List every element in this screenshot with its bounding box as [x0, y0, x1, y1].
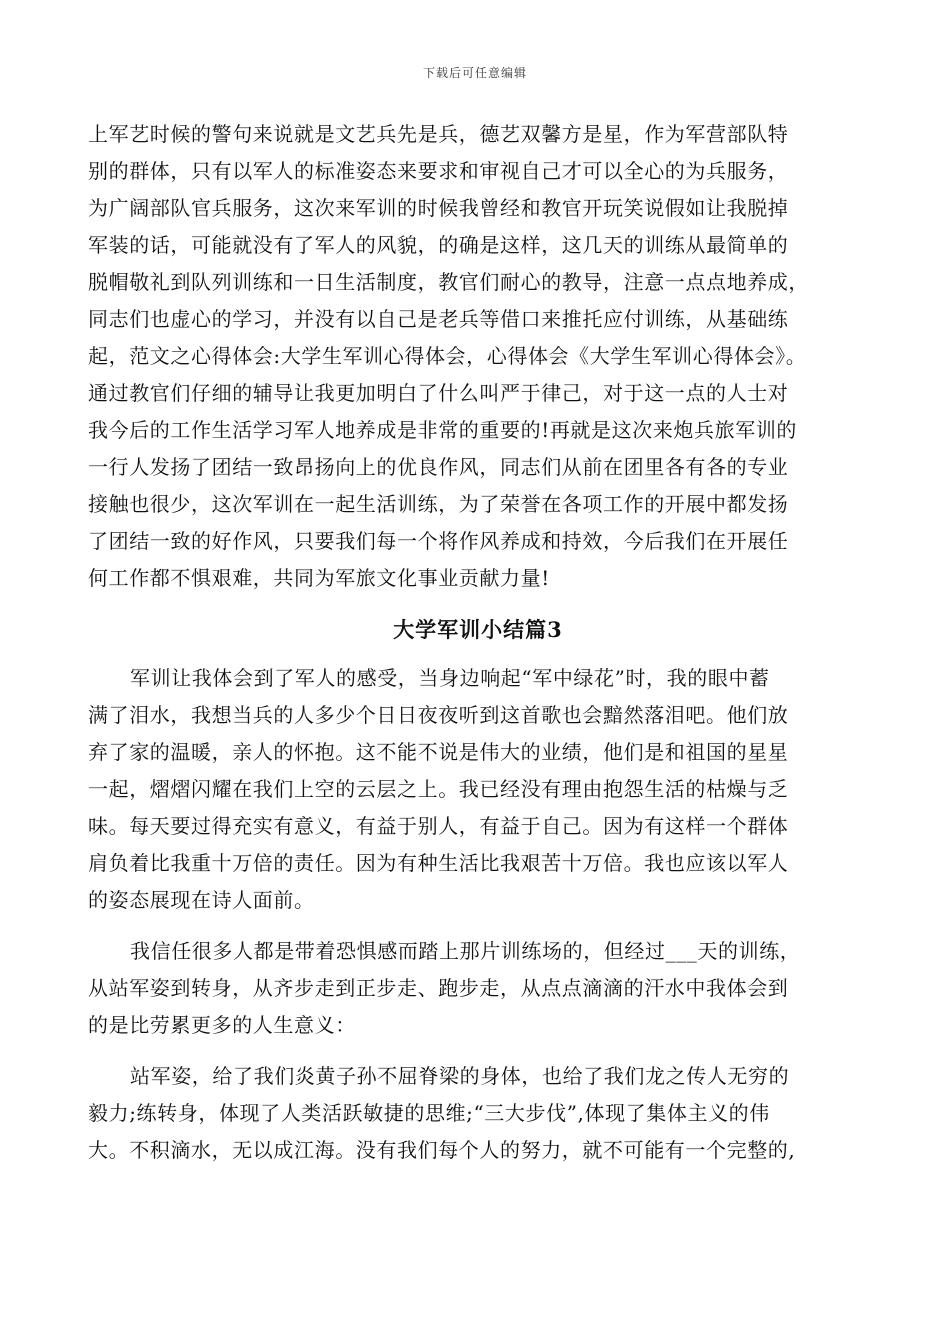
text-line: 大。不积滴水，无以成江海。没有我们每个人的努力，就不可能有一个完整的,: [88, 1138, 796, 1162]
text-line: 通过教官们仔细的辅导让我更加明白了什么叫严于律己，对于这一点的人士对: [88, 381, 789, 405]
text-line: 味。每天要过得充实有意义，有益于别人，有益于自己。因为有这样一个群体: [88, 814, 789, 838]
text-line: 满了泪水，我想当兵的人多少个日日夜夜听到这首歌也会黯然落泪吧。他们放: [88, 703, 789, 727]
document-body: [88, 116, 868, 1169]
text-line: 一起，熠熠闪耀在我们上空的云层之上。我已经没有理由抱怨生活的枯燥与乏: [88, 777, 789, 801]
text-line: 一行人发扬了团结一致昂扬向上的优良作风，同志们从前在团里各有各的专业: [88, 455, 789, 479]
page-header: 下载后可任意编辑: [422, 66, 527, 80]
text-line: 弃了家的温暖，亲人的怀抱。这不能不说是伟大的业绩，他们是和祖国的星星: [88, 740, 789, 764]
text-line: 站军姿，给了我们炎黄子孙不屈脊梁的身体，也给了我们龙之传人无穷的: [130, 1064, 790, 1088]
text-line: 了团结一致的好作风，只要我们每一个将作风养成和持效，今后我们在开展任: [88, 529, 789, 553]
text-line: 毅力;练转身，体现了人类活跃敏捷的思维;“三大步伐”,体现了集体主义的伟: [88, 1101, 770, 1125]
text-line: 何工作都不惧艰难，共同为军旅文化事业贡献力量!: [88, 566, 550, 590]
text-line: 为广阔部队官兵服务，这次来军训的时候我曾经和教官开玩笑说假如让我脱掉: [88, 196, 789, 220]
text-line: 别的群体，只有以军人的标准姿态来要求和审视自己才可以全心的为兵服务，: [88, 159, 789, 183]
text-line: 的是比劳累更多的人生意义：: [88, 1013, 356, 1037]
paragraph-3: [88, 933, 868, 1044]
text-line: 同志们也虚心的学习，并没有以自己是老兵等借口来推托应付训练，从基础练: [88, 307, 789, 331]
paragraph-4: [88, 1058, 868, 1169]
text-line: 起，范文之心得体会:大学生军训心得体会，心得体会《大学生军训心得体会》。: [88, 344, 807, 368]
text-line: 军装的话，可能就没有了军人的风貌，的确是这样，这几天的训练从最简单的: [88, 233, 789, 257]
paragraph-1: [88, 116, 868, 597]
section-title: 大学军训小结篇3: [393, 617, 563, 642]
text-line: 我今后的工作生活学习军人地养成是非常的重要的!再就是这次来炮兵旅军训的: [88, 418, 798, 442]
text-line: 脱帽敬礼到队列训练和一日生活制度，教官们耐心的教导，注意一点点地养成，: [88, 270, 809, 294]
text-line: 接触也很少，这次军训在一起生活训练，为了荣誉在各项工作的开展中都发扬: [88, 492, 789, 516]
text-line: 从站军姿到转身，从齐步走到正步走、跑步走，从点点滴滴的汗水中我体会到: [88, 976, 789, 1000]
text-line: 我信任很多人都是带着恐惧感而踏上那片训练场的，但经过___天的训练，: [130, 939, 801, 963]
text-line: 上军艺时候的警句来说就是文艺兵先是兵，德艺双馨方是星，作为军营部队特: [88, 122, 789, 146]
text-line: 肩负着比我重十万倍的责任。因为有种生活比我艰苦十万倍。我也应该以军人: [88, 851, 789, 875]
paragraph-2: [88, 660, 868, 919]
text-line: 军训让我体会到了军人的感受，当身边响起“军中绿花”时，我的眼中蓄: [130, 666, 770, 690]
text-line: 的姿态展现在诗人面前。: [88, 888, 315, 912]
